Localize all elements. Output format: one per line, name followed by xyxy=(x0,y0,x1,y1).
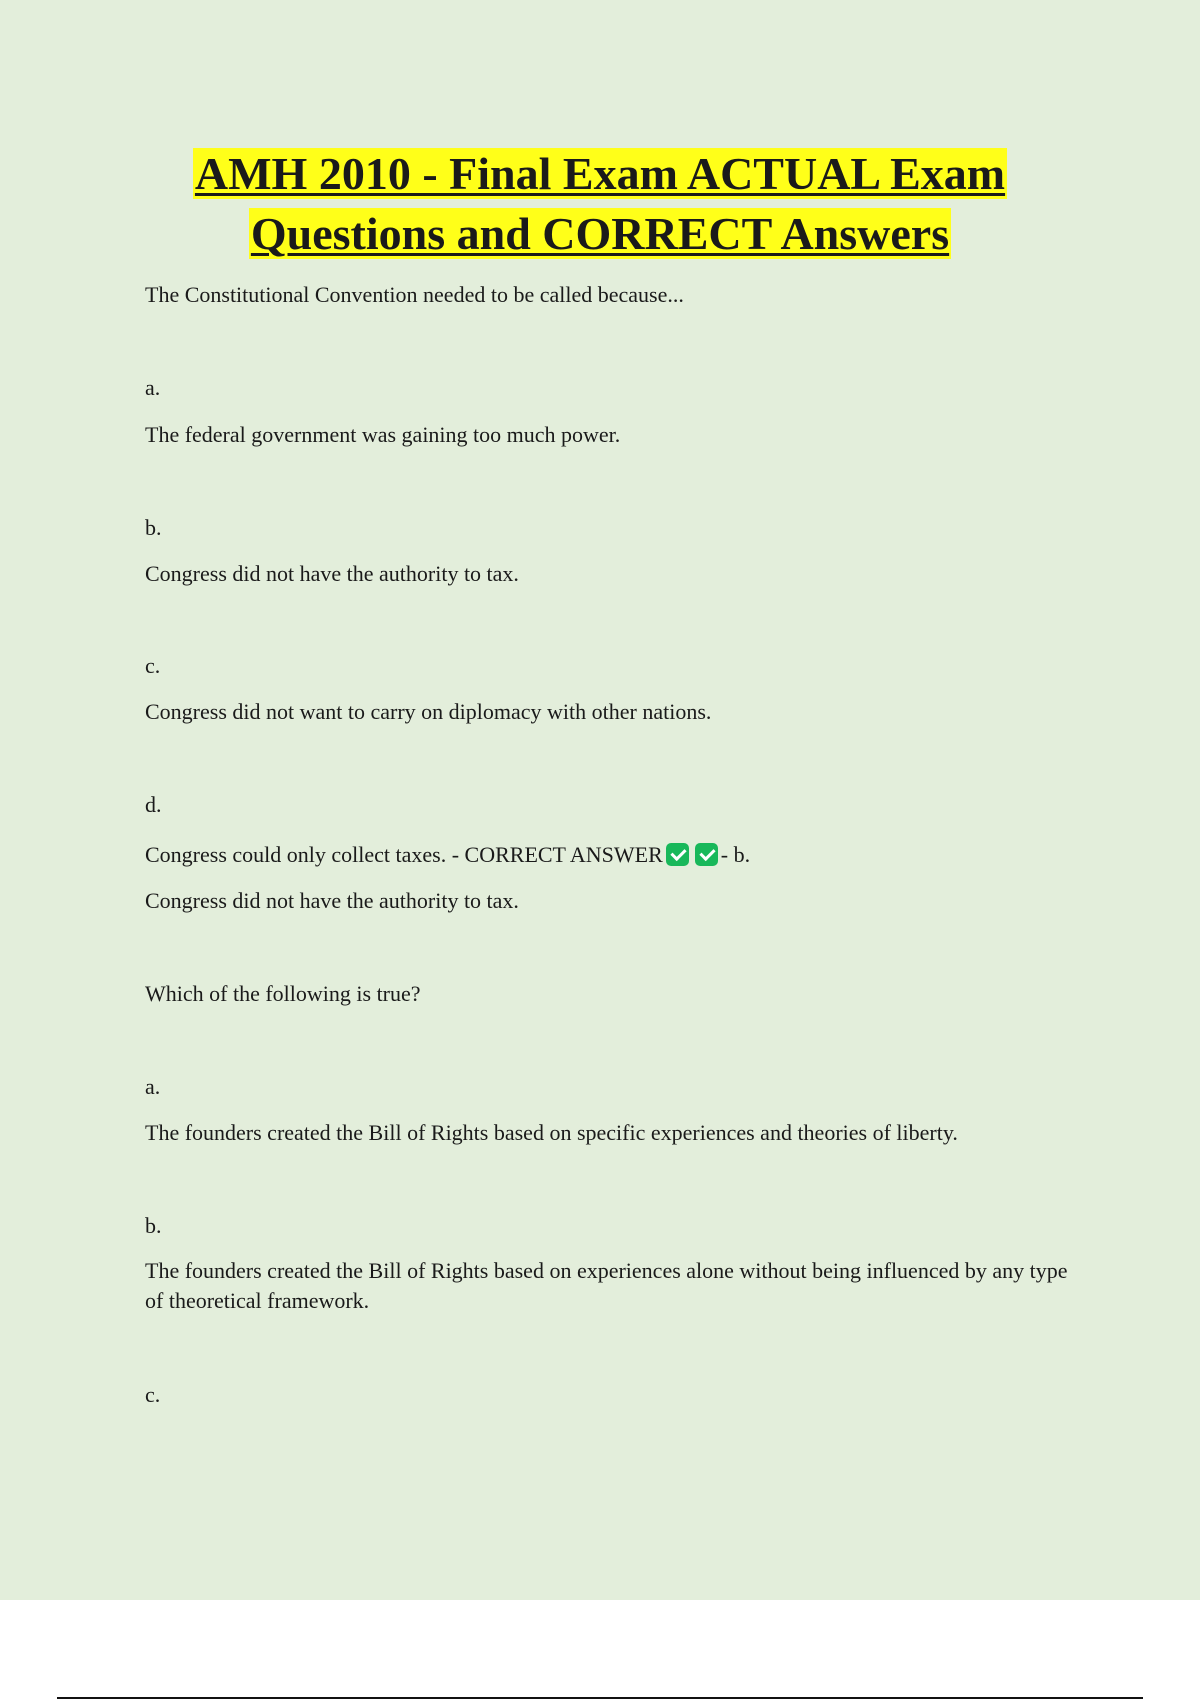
q2-option-c-label: c. xyxy=(145,1382,161,1407)
title-line-2: Questions and CORRECT Answers xyxy=(250,208,950,259)
q1-option-d-label: d. xyxy=(145,792,162,817)
q2-option-a-label: a. xyxy=(145,1074,161,1099)
document-title xyxy=(0,144,1200,264)
q2-option-b-label: b. xyxy=(145,1213,162,1238)
q1-answer-suffix: - b. xyxy=(720,842,751,867)
footer-divider xyxy=(57,1697,1143,1699)
q1-answer-text: Congress did not have the authority to tax. xyxy=(145,888,519,913)
q1-option-a-text: The federal government was gaining too much power. xyxy=(145,422,621,447)
check-icon xyxy=(666,843,689,866)
q1-answer-line xyxy=(145,840,750,870)
q1-option-d-text: Congress could only collect taxes. - CORRECT ANSWER xyxy=(145,842,663,867)
q2-question: Which of the following is true? xyxy=(145,981,421,1006)
q1-option-a-label: a. xyxy=(145,375,161,400)
title-line-1: AMH 2010 - Final Exam ACTUAL Exam xyxy=(194,148,1006,199)
q2-option-a-text: The founders created the Bill of Rights based on specific experiences and theories of liberty. xyxy=(145,1120,958,1145)
q2-option-b-text: The founders created the Bill of Rights based on experiences alone without being influenced by any type of theoretical framework. xyxy=(145,1258,1068,1313)
q1-option-c-label: c. xyxy=(145,653,161,678)
q1-option-b-label: b. xyxy=(145,515,162,540)
q1-question: The Constitutional Convention needed to be called because... xyxy=(145,282,684,307)
q1-option-b-text: Congress did not have the authority to tax. xyxy=(145,561,519,586)
check-icon xyxy=(695,843,718,866)
q1-option-c-text: Congress did not want to carry on diplomacy with other nations. xyxy=(145,699,712,724)
